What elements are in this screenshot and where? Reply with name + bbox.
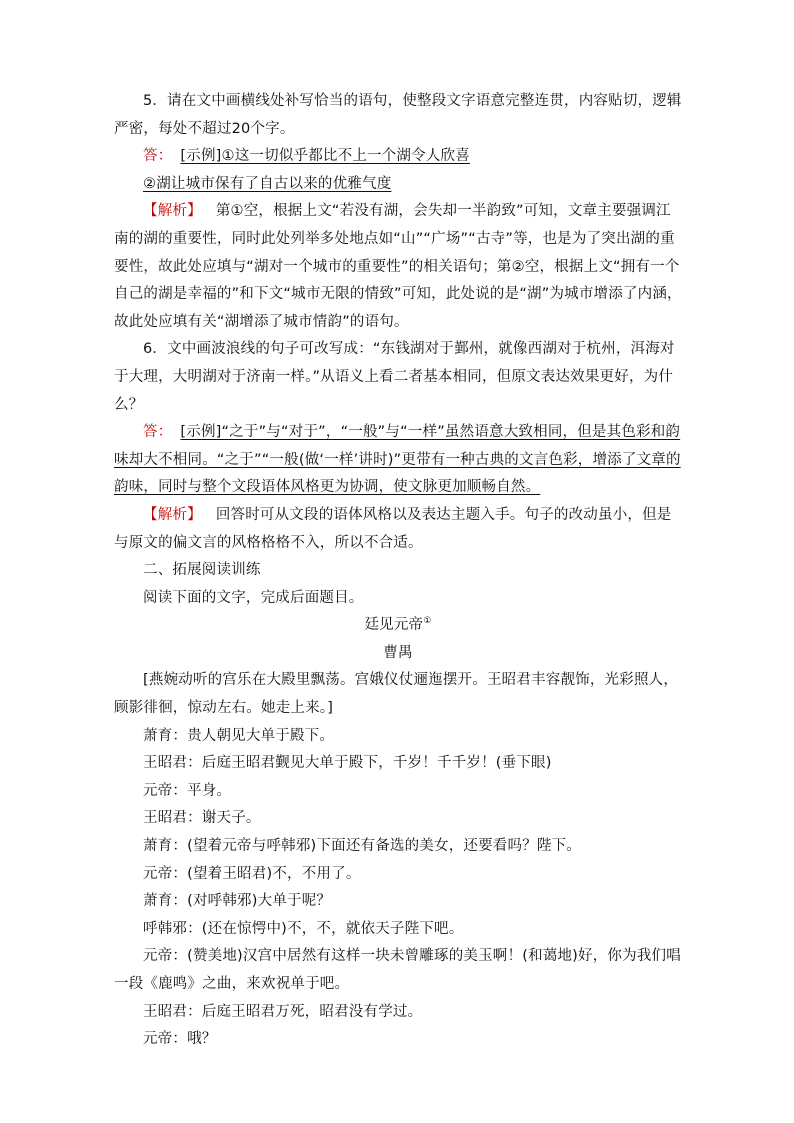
dialogue-line: 王昭君：后庭王昭君觐见大单于殿下，千岁！千千岁！(垂下眼) <box>143 755 552 772</box>
dialogue-line: 元帝：哦？ <box>143 1031 217 1048</box>
question-6: 6．文中画波浪线的句子可改写成：“东钱湖对于鄞州，就像西湖对于杭州，洱海对于大理，大明湖对于济南一样。”从语义上看二者基本相同，但原文表达效果更好，为什么？ <box>114 341 675 413</box>
dialogue-line: 元帝：(赞美地)汉宫中居然有这样一块未曾雕琢的美玉啊！(和蔼地)好，你为我们唱一段《鹿鸣》之曲，来欢祝单于吧。 <box>114 948 681 992</box>
play-author: 曹禺 <box>383 644 413 661</box>
answer-5-text-2: ②湖让城市保有了自古以来的优雅气度 <box>143 175 392 192</box>
footnote-marker: ① <box>423 616 432 627</box>
analysis-5-text: 第①空，根据上文“若没有湖，会失却一半韵致”可知，文章主要强调江南的湖的重要性，同时此处列举多处地点如“山”“广场”“古寺”等，也是为了突出湖的重要性，故此处应填与“湖对一个城市的重要性”的相关语句；第②空，根据上文“拥有一个自己的湖是幸福的”和下文“城市无限的情致”可知，此处说的是“湖”为城市增添了内涵，故此处应填有关“湖增添了城市情韵”的语句。 <box>114 203 682 330</box>
analysis-6-text: 回答时可从文段的语体风格以及表达主题入手。句子的改动虽小，但是与原文的偏文言的风格格格不入，所以不合适。 <box>114 506 672 551</box>
play-title <box>114 612 682 640</box>
answer-label: 答： <box>143 424 173 441</box>
dialogue-line: 萧育：贵人朝见大单于殿下。 <box>143 727 335 744</box>
document-page <box>114 88 682 1054</box>
answer-6-text: [示例]“之于”与“对于”，“一般”与“一样”虽然语意大致相同，但是其色彩和韵味却大不相同。“之于”“一般(做‘一样’讲时)”更带有一种古典的文言色彩，增添了文章的韵味，同时与整个文段语体风格更为协调，使文脉更加顺畅自然。 <box>114 424 681 496</box>
question-5: 5．请在文中画横线处补写恰当的语句，使整段文字语意完整连贯，内容贴切，逻辑严密，每处不超过20个字。 <box>114 93 682 137</box>
analysis-label: 【解析】 <box>143 506 202 523</box>
dialogue-line: 元帝：(望着王昭君)不，不用了。 <box>143 865 361 882</box>
analysis-6 <box>114 502 682 557</box>
answer-label: 答： <box>143 148 173 165</box>
answer-5-line-1 <box>114 143 682 171</box>
analysis-label: 【解析】 <box>143 203 202 220</box>
play-title-text: 廷见元帝 <box>364 617 424 634</box>
answer-5-line-2 <box>114 171 682 199</box>
answer-5-text-1: [示例]①这一切似乎都比不上一个湖令人欣喜 <box>180 148 470 165</box>
section-instruction: 阅读下面的文字，完成后面题目。 <box>143 589 364 606</box>
section-heading: 二、拓展阅读训练 <box>143 562 261 579</box>
dialogue-line: 元帝：平身。 <box>143 782 232 799</box>
dialogue-line: 王昭君：谢天子。 <box>143 810 261 827</box>
dialogue-line: 王昭君：后庭王昭君万死，昭君没有学过。 <box>143 1003 423 1020</box>
dialogue-line: 萧育：(对呼韩邪)大单于呢？ <box>143 893 332 910</box>
dialogue-line: 呼韩邪：(还在惊愕中)不，不，就依天子陛下吧。 <box>143 920 464 937</box>
analysis-5 <box>114 198 682 336</box>
stage-direction: [燕婉动听的宫乐在大殿里飘荡。宫娥仪仗逦迤摆开。王昭君丰容靓饰，光彩照人，顾影徘徊，惊动左右。她走上来。] <box>114 672 679 717</box>
dialogue-line: 萧育：(望着元帝与呼韩邪)下面还有备选的美女，还要看吗？陛下。 <box>143 838 582 855</box>
answer-6 <box>114 419 682 502</box>
